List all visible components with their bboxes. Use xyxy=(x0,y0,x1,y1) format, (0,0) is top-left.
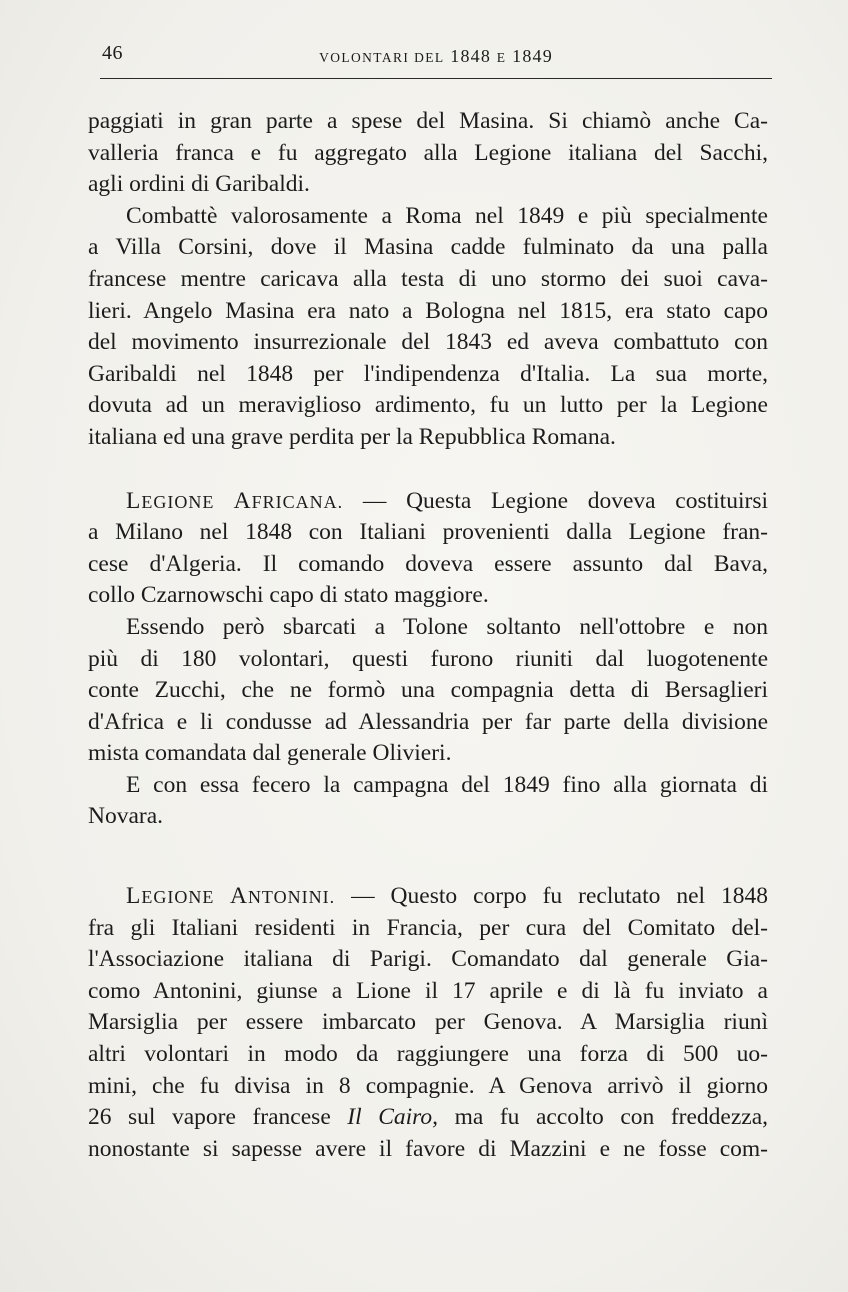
text-line: a Milano nel 1848 con Italiani provenienti dalla Legione fran- xyxy=(88,519,768,546)
text-line: conte Zucchi, che ne formò una compagnia detta di Bersaglieri xyxy=(88,677,768,704)
section-gap xyxy=(88,454,768,486)
text-line: mista comandata dal generale Olivieri. xyxy=(88,740,452,767)
running-head xyxy=(100,46,772,67)
text-line: agli ordini di Garibaldi. xyxy=(88,171,310,198)
text-line: del movimento insurrezionale del 1843 ed aveva combattuto con xyxy=(88,329,768,356)
text-line: Combattè valorosamente a Roma nel 1849 e più specialmente xyxy=(126,202,768,229)
text-line: nonostante si sapesse avere il favore di Mazzini e ne fosse com- xyxy=(88,1135,768,1162)
text-line: valleria franca e fu aggregato alla Legione italiana del Sacchi, xyxy=(88,139,768,166)
ship-name: Il Cairo, xyxy=(347,1104,439,1131)
text-line: fra gli Italiani residenti in Francia, per cura del Comitato del- xyxy=(88,914,768,941)
section-title: LEGIONE AFRICANA. xyxy=(126,487,344,514)
text-line: collo Czarnowschi capo di stato maggiore. xyxy=(88,582,489,609)
text-line: Garibaldi nel 1848 per l'indipendenza d'Italia. La sua morte, xyxy=(88,360,768,387)
header-rule xyxy=(100,78,772,79)
running-head-year-1: 1848 xyxy=(450,46,492,66)
text-line: paggiati in gran parte a spese del Masina. Si chiamò anche Ca- xyxy=(88,108,768,134)
page-header xyxy=(100,42,772,72)
text-line: mini, che fu divisa in 8 compagnie. A Genova arrivò il giorno xyxy=(88,1072,768,1099)
running-head-conjunction: E xyxy=(496,50,507,65)
running-head-title: VOLONTARI DEL xyxy=(319,50,445,65)
text-line: cese d'Algeria. Il comando doveva essere assunto dal Bava, xyxy=(88,550,768,577)
text-line: Essendo però sbarcati a Tolone soltanto nell'ottobre e non xyxy=(126,613,768,640)
text-line: Marsiglia per essere imbarcato per Genova. A Marsiglia riunì xyxy=(88,1009,768,1036)
text-line: più di 180 volontari, questi furono riuniti dal luogotenente xyxy=(88,645,768,672)
text-line: E con essa fecero la campagna del 1849 fino alla giornata di xyxy=(126,771,768,798)
section-heading-antonini: LEGIONE ANTONINI. — Questo corpo fu reclutato nel 1848 xyxy=(126,883,769,910)
text-line: lieri. Angelo Masina era nato a Bologna nel 1815, era stato capo xyxy=(88,297,768,324)
page-number: 46 xyxy=(102,42,123,64)
text-line: dovuta ad un meraviglioso ardimento, fu un lutto per la Legione xyxy=(88,392,768,419)
text-line: altri volontari in modo da raggiungere una forza di 500 uo- xyxy=(88,1041,768,1068)
running-head-year-2: 1849 xyxy=(512,46,553,66)
body-text xyxy=(88,106,768,1165)
section-title: LEGIONE ANTONINI. xyxy=(126,883,336,910)
section-gap xyxy=(88,833,768,881)
section-heading-africana: LEGIONE AFRICANA. — Questa Legione doveva costituirsi xyxy=(126,487,768,514)
text-line: Novara. xyxy=(88,803,164,830)
text-line: francese mentre caricava alla testa di uno stormo dei suoi cava- xyxy=(88,265,768,292)
text-line-italic-title: 26 sul vapore francese Il Cairo, ma fu accolto con freddezza, xyxy=(88,1104,768,1131)
text-line: d'Africa e li condusse ad Alessandria per far parte della divisione xyxy=(88,708,768,735)
text-line: a Villa Corsini, dove il Masina cadde fulminato da una palla xyxy=(88,234,768,261)
text-line: como Antonini, giunse a Lione il 17 aprile e di là fu inviato a xyxy=(88,977,768,1004)
text-line: italiana ed una grave perdita per la Repubblica Romana. xyxy=(88,423,616,450)
text-line: l'Associazione italiana di Parigi. Comandato dal generale Gia- xyxy=(88,946,768,973)
